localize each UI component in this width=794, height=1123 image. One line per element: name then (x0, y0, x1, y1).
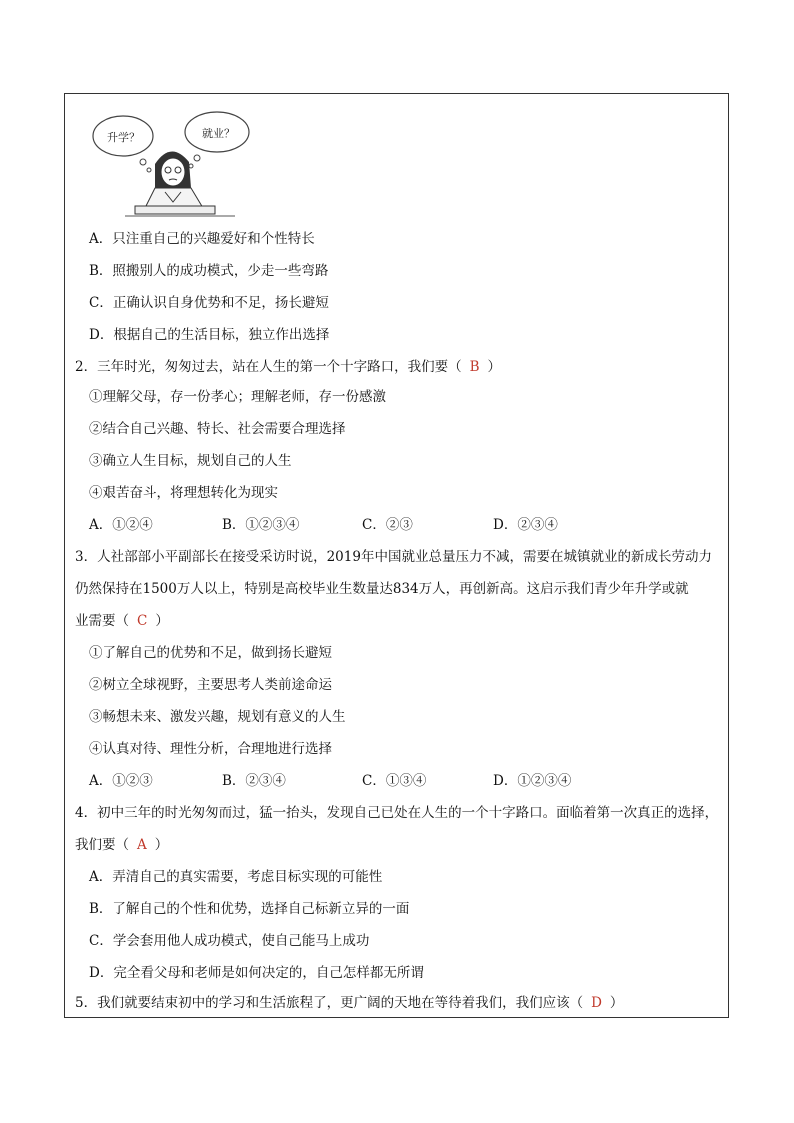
q5-stem: 5．我们就要结束初中的学习和生活旅程了，更广阔的天地在等待着我们，我们应该（ D ） (75, 995, 624, 1011)
q3-options (89, 772, 571, 790)
q3-stem-line1: 3．人社部部小平副部长在接受采访时说，2019年中国就业总量压力不减，需要在城镇就业的新成长劳动力 (75, 549, 712, 565)
svg-text:就业？: 就业？ (202, 127, 235, 140)
q4-option-a: A．弄清自己的真实需要，考虑目标实现的可能性 (89, 869, 383, 885)
q2-options (89, 516, 558, 534)
q1-option-c: C．正确认识自身优势和不足，扬长避短 (89, 295, 329, 311)
q2-option-b: B．①②③④ (222, 517, 300, 533)
q3-stem-line2: 仍然保持在1500万人以上，特别是高校毕业生数量达834万人，再创新高。这启示我们青少年升学或就 (75, 581, 689, 597)
q2-stem: 2．三年时光，匆匆过去，站在人生的第一个十字路口，我们要（ B ） (75, 359, 502, 375)
q4-stem-line2: 我们要（ A ） (75, 837, 169, 853)
q3-statement-1: ①了解自己的优势和不足，做到扬长避短 (89, 645, 332, 661)
q3-answer: C (137, 613, 148, 629)
q4-option-c: C．学会套用他人成功模式，使自己能马上成功 (89, 933, 370, 949)
q1-option-b: B．照搬别人的成功模式，少走一些弯路 (89, 263, 329, 279)
q2-option-c: C．②③ (362, 517, 413, 533)
q3-option-b: B．②③④ (222, 773, 286, 789)
q4-answer: A (137, 837, 147, 853)
q1-option-d: D．根据自己的生活目标，独立作出选择 (89, 327, 330, 343)
svg-text:升学？: 升学？ (107, 131, 140, 144)
q3-stem-line3: 业需要（ C ） (75, 613, 169, 629)
q2-option-d: D．②③④ (493, 517, 558, 533)
q2-statement-2: ②结合自己兴趣、特长、社会需要合理选择 (89, 421, 346, 437)
question-frame (64, 93, 729, 1018)
q2-statement-3: ③确立人生目标，规划自己的人生 (89, 453, 292, 469)
q3-option-d: D．①②③④ (493, 773, 572, 789)
q2-statement-4: ④艰苦奋斗，将理想转化为现实 (89, 485, 278, 501)
q2-statement-1: ①理解父母，存一份孝心；理解老师，存一份感激 (89, 389, 386, 405)
q4-option-b: B．了解自己的个性和优势，选择自己标新立异的一面 (89, 901, 410, 917)
q5-answer: D (591, 995, 602, 1011)
q2-option-a: A．①②④ (89, 517, 153, 533)
q3-option-c: C．①③④ (362, 773, 427, 789)
q3-statement-2: ②树立全球视野，主要思考人类前途命运 (89, 677, 332, 693)
q1-option-a: A．只注重自己的兴趣爱好和个性特长 (89, 231, 315, 247)
q3-statement-4: ④认真对待、理性分析，合理地进行选择 (89, 741, 332, 757)
q4-stem-line1: 4．初中三年的时光匆匆而过，猛一抬头，发现自己已处在人生的一个十字路口。面临着第一次真正的选择， (75, 805, 719, 821)
q3-statement-3: ③畅想未来、激发兴趣，规划有意义的人生 (89, 709, 346, 725)
q2-answer: B (469, 359, 480, 375)
q3-option-a: A．①②③ (89, 773, 153, 789)
student-thinking-illustration (85, 104, 255, 219)
q4-option-d: D．完全看父母和老师是如何决定的，自己怎样都无所谓 (89, 965, 424, 981)
